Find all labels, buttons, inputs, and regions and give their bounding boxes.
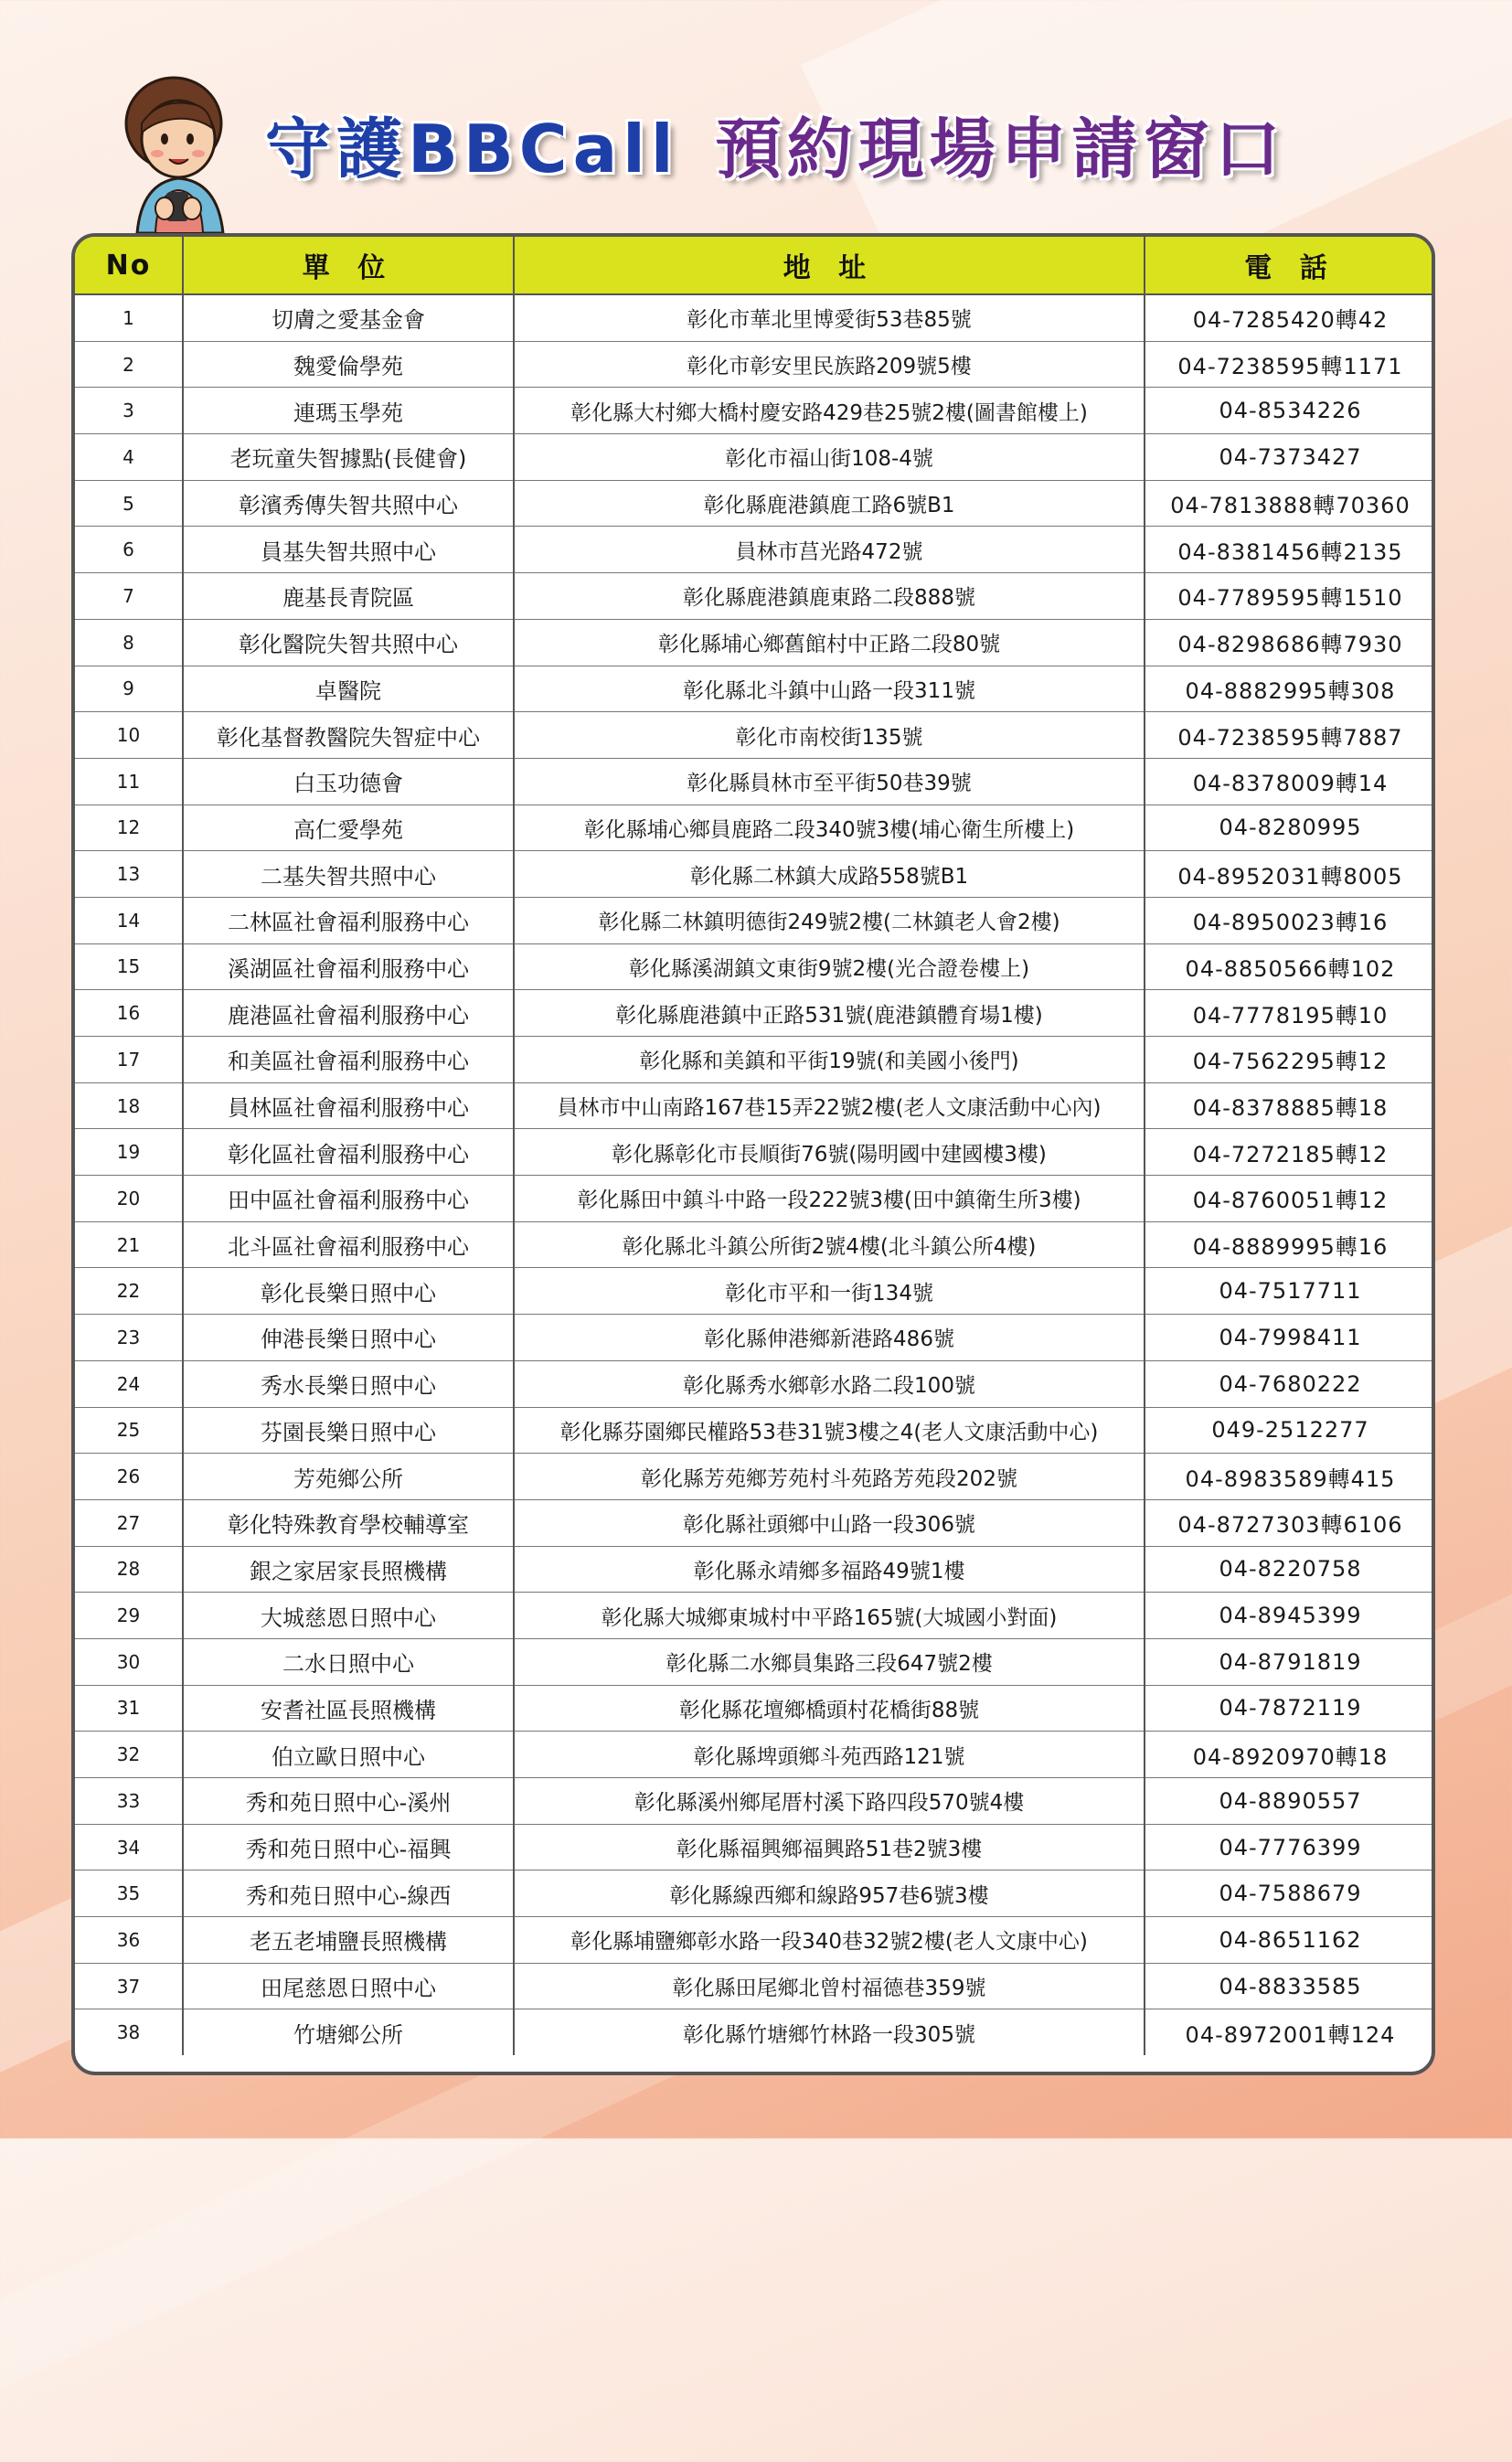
table-row	[75, 758, 1435, 805]
phone-number: 04-8952031轉8005	[1145, 851, 1435, 898]
table-row	[75, 388, 1435, 434]
row-number: 30	[75, 1638, 183, 1685]
unit-name: 芳苑鄉公所	[183, 1454, 514, 1500]
row-number: 15	[75, 943, 183, 990]
address: 彰化縣秀水鄉彰水路二段100號	[514, 1360, 1145, 1407]
phone-number: 04-8791819	[1145, 1638, 1435, 1685]
table-row	[75, 1963, 1435, 2009]
unit-name: 鹿基長青院區	[183, 573, 514, 620]
row-number: 8	[75, 619, 183, 666]
row-number: 1	[75, 294, 183, 341]
row-number: 32	[75, 1732, 183, 1778]
row-number: 33	[75, 1778, 183, 1825]
unit-name: 伯立歐日照中心	[183, 1732, 514, 1778]
address: 彰化縣北斗鎮中山路一段311號	[514, 666, 1145, 712]
unit-name: 芬園長樂日照中心	[183, 1407, 514, 1454]
phone-number: 04-8280995	[1145, 805, 1435, 851]
table-row	[75, 1824, 1435, 1870]
address: 彰化縣彰化市長順街76號(陽明國中建國樓3樓)	[514, 1129, 1145, 1176]
unit-name: 秀和苑日照中心-線西	[183, 1870, 514, 1917]
unit-name: 彰化區社會福利服務中心	[183, 1129, 514, 1176]
row-number: 36	[75, 1917, 183, 1964]
table-row	[75, 573, 1435, 620]
address: 彰化縣社頭鄉中山路一段306號	[514, 1499, 1145, 1546]
row-number: 3	[75, 388, 183, 434]
row-number: 27	[75, 1499, 183, 1546]
phone-number: 04-8950023轉16	[1145, 897, 1435, 943]
unit-name: 老玩童失智據點(長健會)	[183, 434, 514, 481]
table-row	[75, 1268, 1435, 1315]
page-title	[265, 96, 1286, 197]
table-row	[75, 1360, 1435, 1407]
table-row	[75, 712, 1435, 759]
address: 彰化縣埔心鄉員鹿路二段340號3樓(埔心衛生所樓上)	[514, 805, 1145, 851]
address: 彰化縣二林鎮大成路558號B1	[514, 851, 1145, 898]
unit-name: 白玉功德會	[183, 758, 514, 805]
table-row	[75, 1917, 1435, 1964]
column-header-address: 地 址	[514, 237, 1145, 294]
phone-number: 04-7238595轉1171	[1145, 341, 1435, 388]
address: 彰化市平和一街134號	[514, 1268, 1145, 1315]
address: 彰化縣二水鄉員集路三段647號2樓	[514, 1638, 1145, 1685]
row-number: 12	[75, 805, 183, 851]
unit-name: 大城慈恩日照中心	[183, 1593, 514, 1639]
unit-name: 高仁愛學苑	[183, 805, 514, 851]
address: 彰化縣員林市至平街50巷39號	[514, 758, 1145, 805]
address: 彰化縣線西鄉和線路957巷6號3樓	[514, 1870, 1145, 1917]
address: 彰化縣埔鹽鄉彰水路一段340巷32號2樓(老人文康中心)	[514, 1917, 1145, 1964]
phone-number: 04-7272185轉12	[1145, 1129, 1435, 1176]
unit-name: 竹塘鄉公所	[183, 2009, 514, 2055]
row-number: 10	[75, 712, 183, 759]
table-row	[75, 943, 1435, 990]
table-row	[75, 480, 1435, 527]
address: 彰化縣花壇鄉橋頭村花橋街88號	[514, 1685, 1145, 1732]
table-row	[75, 805, 1435, 851]
page-header	[0, 0, 1512, 229]
row-number: 26	[75, 1454, 183, 1500]
address: 彰化縣芬園鄉民權路53巷31號3樓之4(老人文康活動中心)	[514, 1407, 1145, 1454]
table-row	[75, 1407, 1435, 1454]
address: 彰化縣溪湖鎮文東街9號2樓(光合證卷樓上)	[514, 943, 1145, 990]
address: 彰化縣大村鄉大橋村慶安路429巷25號2樓(圖書館樓上)	[514, 388, 1145, 434]
unit-name: 銀之家居家長照機構	[183, 1546, 514, 1593]
row-number: 22	[75, 1268, 183, 1315]
row-number: 5	[75, 480, 183, 527]
address: 彰化縣田中鎮斗中路一段222號3樓(田中鎮衛生所3樓)	[514, 1176, 1145, 1222]
address: 彰化縣鹿港鎮鹿工路6號B1	[514, 480, 1145, 527]
table-row	[75, 1778, 1435, 1825]
table-row	[75, 851, 1435, 898]
column-header-phone: 電 話	[1145, 237, 1435, 294]
phone-number: 04-7789595轉1510	[1145, 573, 1435, 620]
table-row	[75, 294, 1435, 341]
table-row	[75, 1870, 1435, 1917]
table-row	[75, 1082, 1435, 1129]
row-number: 24	[75, 1360, 183, 1407]
unit-name: 鹿港區社會福利服務中心	[183, 990, 514, 1037]
locations-table-container	[71, 233, 1435, 2075]
phone-number: 04-7813888轉70360	[1145, 480, 1435, 527]
phone-number: 04-7872119	[1145, 1685, 1435, 1732]
row-number: 35	[75, 1870, 183, 1917]
unit-name: 員基失智共照中心	[183, 527, 514, 573]
mascot-illustration-icon	[110, 64, 247, 233]
phone-number: 04-8378885轉18	[1145, 1082, 1435, 1129]
address: 彰化縣田尾鄉北曾村福德巷359號	[514, 1963, 1145, 2009]
row-number: 28	[75, 1546, 183, 1593]
phone-number: 04-8378009轉14	[1145, 758, 1435, 805]
table-row	[75, 1315, 1435, 1361]
row-number: 9	[75, 666, 183, 712]
table-row	[75, 1129, 1435, 1176]
row-number: 4	[75, 434, 183, 481]
phone-number: 04-8651162	[1145, 1917, 1435, 1964]
table-row	[75, 434, 1435, 481]
unit-name: 卓醫院	[183, 666, 514, 712]
address: 員林市中山南路167巷15弄22號2樓(老人文康活動中心內)	[514, 1082, 1145, 1129]
address: 彰化縣溪州鄉尾厝村溪下路四段570號4樓	[514, 1778, 1145, 1825]
unit-name: 切膚之愛基金會	[183, 294, 514, 341]
unit-name: 秀和苑日照中心-溪州	[183, 1778, 514, 1825]
unit-name: 彰濱秀傳失智共照中心	[183, 480, 514, 527]
phone-number: 04-7998411	[1145, 1315, 1435, 1361]
row-number: 29	[75, 1593, 183, 1639]
table-row	[75, 619, 1435, 666]
address: 彰化縣二林鎮明德街249號2樓(二林鎮老人會2樓)	[514, 897, 1145, 943]
phone-number: 04-8889995轉16	[1145, 1221, 1435, 1268]
column-header-no: No	[75, 237, 183, 294]
row-number: 13	[75, 851, 183, 898]
table-row	[75, 1454, 1435, 1500]
address: 彰化市南校街135號	[514, 712, 1145, 759]
phone-number: 04-7776399	[1145, 1824, 1435, 1870]
row-number: 37	[75, 1963, 183, 2009]
table-row	[75, 527, 1435, 573]
phone-number: 04-8890557	[1145, 1778, 1435, 1825]
unit-name: 安耆社區長照機構	[183, 1685, 514, 1732]
address: 彰化縣鹿港鎮中正路531號(鹿港鎮體育場1樓)	[514, 990, 1145, 1037]
phone-number: 04-8220758	[1145, 1546, 1435, 1593]
address: 彰化縣埔心鄉舊館村中正路二段80號	[514, 619, 1145, 666]
unit-name: 田尾慈恩日照中心	[183, 1963, 514, 2009]
phone-number: 04-7238595轉7887	[1145, 712, 1435, 759]
unit-name: 伸港長樂日照中心	[183, 1315, 514, 1361]
unit-name: 北斗區社會福利服務中心	[183, 1221, 514, 1268]
address: 彰化縣鹿港鎮鹿東路二段888號	[514, 573, 1145, 620]
row-number: 7	[75, 573, 183, 620]
row-number: 16	[75, 990, 183, 1037]
phone-number: 04-7680222	[1145, 1360, 1435, 1407]
phone-number: 04-8298686轉7930	[1145, 619, 1435, 666]
row-number: 2	[75, 341, 183, 388]
phone-number: 04-8381456轉2135	[1145, 527, 1435, 573]
table-row	[75, 990, 1435, 1037]
row-number: 20	[75, 1176, 183, 1222]
row-number: 19	[75, 1129, 183, 1176]
table-row	[75, 1546, 1435, 1593]
unit-name: 秀和苑日照中心-福興	[183, 1824, 514, 1870]
phone-number: 04-8983589轉415	[1145, 1454, 1435, 1500]
phone-number: 04-7373427	[1145, 434, 1435, 481]
phone-number: 04-7778195轉10	[1145, 990, 1435, 1037]
unit-name: 二水日照中心	[183, 1638, 514, 1685]
table-row	[75, 1732, 1435, 1778]
address: 彰化縣埤頭鄉斗苑西路121號	[514, 1732, 1145, 1778]
phone-number: 04-7588679	[1145, 1870, 1435, 1917]
address: 員林市莒光路472號	[514, 527, 1145, 573]
row-number: 34	[75, 1824, 183, 1870]
column-header-unit: 單 位	[183, 237, 514, 294]
address: 彰化縣芳苑鄉芳苑村斗苑路芳苑段202號	[514, 1454, 1145, 1500]
unit-name: 和美區社會福利服務中心	[183, 1037, 514, 1083]
phone-number: 04-8534226	[1145, 388, 1435, 434]
row-number: 6	[75, 527, 183, 573]
phone-number: 04-8920970轉18	[1145, 1732, 1435, 1778]
unit-name: 彰化特殊教育學校輔導室	[183, 1499, 514, 1546]
phone-number: 04-8727303轉6106	[1145, 1499, 1435, 1546]
row-number: 23	[75, 1315, 183, 1361]
phone-number: 04-7562295轉12	[1145, 1037, 1435, 1083]
address: 彰化縣伸港鄉新港路486號	[514, 1315, 1145, 1361]
phone-number: 049-2512277	[1145, 1407, 1435, 1454]
address: 彰化市華北里博愛街53巷85號	[514, 294, 1145, 341]
phone-number: 04-8833585	[1145, 1963, 1435, 2009]
address: 彰化縣和美鎮和平街19號(和美國小後門)	[514, 1037, 1145, 1083]
unit-name: 二林區社會福利服務中心	[183, 897, 514, 943]
locations-table	[75, 237, 1435, 2055]
phone-number: 04-8850566轉102	[1145, 943, 1435, 990]
table-row	[75, 1638, 1435, 1685]
unit-name: 老五老埔鹽長照機構	[183, 1917, 514, 1964]
unit-name: 二基失智共照中心	[183, 851, 514, 898]
phone-number: 04-7517711	[1145, 1268, 1435, 1315]
unit-name: 彰化基督教醫院失智症中心	[183, 712, 514, 759]
address: 彰化縣大城鄉東城村中平路165號(大城國小對面)	[514, 1593, 1145, 1639]
table-header-row	[75, 237, 1435, 294]
unit-name: 田中區社會福利服務中心	[183, 1176, 514, 1222]
phone-number: 04-8882995轉308	[1145, 666, 1435, 712]
row-number: 25	[75, 1407, 183, 1454]
table-row	[75, 666, 1435, 712]
row-number: 38	[75, 2009, 183, 2055]
phone-number: 04-8972001轉124	[1185, 2021, 1396, 2048]
address: 彰化縣竹塘鄉竹林路一段305號	[514, 2009, 1145, 2055]
address: 彰化縣北斗鎮公所街2號4樓(北斗鎮公所4樓)	[514, 1221, 1145, 1268]
row-number: 31	[75, 1685, 183, 1732]
table-row	[75, 1221, 1435, 1268]
title-part-1: 守護BBCall	[265, 111, 679, 187]
unit-name: 魏愛倫學苑	[183, 341, 514, 388]
table-row	[75, 1176, 1435, 1222]
row-number: 21	[75, 1221, 183, 1268]
table-row	[75, 1499, 1435, 1546]
row-number: 17	[75, 1037, 183, 1083]
unit-name: 溪湖區社會福利服務中心	[183, 943, 514, 990]
table-row	[75, 1593, 1435, 1639]
title-part-2: 預約現場申請窗口	[715, 111, 1286, 187]
unit-name: 秀水長樂日照中心	[183, 1360, 514, 1407]
phone-number: 04-8945399	[1145, 1593, 1435, 1639]
address: 彰化市彰安里民族路209號5樓	[514, 341, 1145, 388]
table-row	[75, 897, 1435, 943]
table-row	[75, 1037, 1435, 1083]
table-row	[75, 1685, 1435, 1732]
address: 彰化市福山街108-4號	[514, 434, 1145, 481]
address: 彰化縣福興鄉福興路51巷2號3樓	[514, 1824, 1145, 1870]
phone-number: 04-8760051轉12	[1145, 1176, 1435, 1222]
table-row	[75, 341, 1435, 388]
unit-name: 彰化醫院失智共照中心	[183, 619, 514, 666]
address: 彰化縣永靖鄉多福路49號1樓	[514, 1546, 1145, 1593]
unit-name: 彰化長樂日照中心	[183, 1268, 514, 1315]
row-number: 14	[75, 897, 183, 943]
row-number: 11	[75, 758, 183, 805]
unit-name: 連瑪玉學苑	[183, 388, 514, 434]
phone-number: 04-7285420轉42	[1145, 294, 1435, 341]
table-row	[75, 2009, 1435, 2055]
unit-name: 員林區社會福利服務中心	[183, 1082, 514, 1129]
row-number: 18	[75, 1082, 183, 1129]
